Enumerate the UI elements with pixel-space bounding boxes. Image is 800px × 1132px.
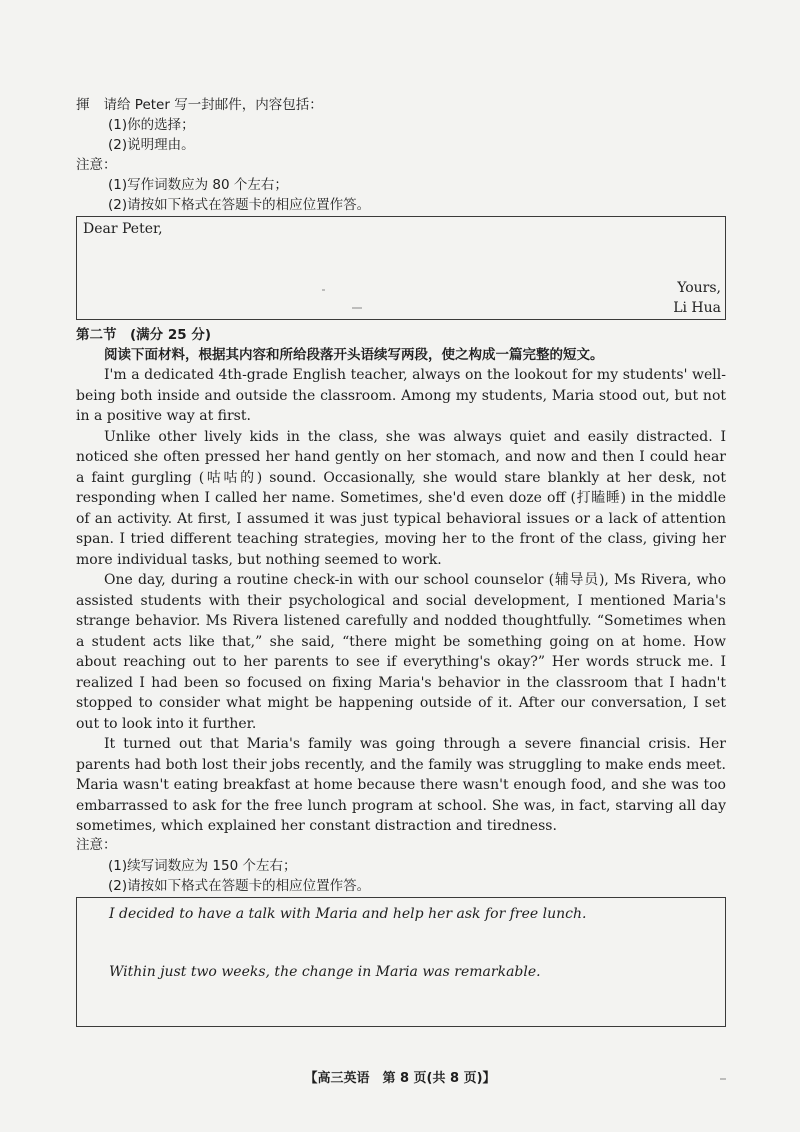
continuation-opening-2: Within just two weeks, the change in Maria was remarkable. (109, 964, 541, 980)
continuation-opening-1: I decided to have a talk with Maria and help her ask for free lunch. (109, 906, 587, 922)
scan-speck (322, 289, 325, 291)
section2-instruction: 阅读下面材料，根据其内容和所给段落开头语续写两段，使之构成一篇完整的短文。 (104, 347, 604, 363)
continuation-notes-label: 注意： (76, 837, 117, 853)
writing-item-2: (2)说明理由。 (108, 137, 195, 153)
page-footer: 【高三英语 第 8 页(共 8 页)】 (304, 1071, 496, 1086)
continuation-note-2: (2)请按如下格式在答题卡的相应位置作答。 (108, 878, 371, 894)
letter-closing: Yours, (677, 280, 721, 296)
scan-speck (352, 307, 362, 309)
writing-notes-label: 注意： (76, 157, 117, 173)
letter-answer-box (76, 216, 726, 320)
section2-title: 第二节 (满分 25 分) (76, 327, 212, 343)
passage-paragraph-4: It turned out that Maria's family was going through a severe financial crisis. Her parents had both lost their jobs recently, and the family was struggling to make ends meet. Maria wasn't eating breakfast at home because there wasn't enough food, and she was too embarrassed to ask for the free lunch program at school. She was, in fact, starving all day sometimes, which explained her constant distraction and tiredness. (76, 736, 726, 834)
letter-signature: Li Hua (673, 300, 721, 316)
letter-greeting: Dear Peter, (83, 221, 163, 237)
passage-paragraph-2: Unlike other lively kids in the class, she was always quiet and easily distracted. I noticed she often pressed her hand gently on her stomach, and now and then I could hear a faint gurgling (咕咕的) sound. Occasionally, she would stare blankly at her desk, not responding when I called her name. Sometimes, she'd even doze off (打瞌睡) in the middle of an activity. At first, I assumed it was just typical behavioral issues or a lack of attention span. I tried different teaching strategies, moving her to the front of the class, giving her more individual tasks, but nothing seemed to work. (76, 428, 726, 568)
writing-instruction-line (76, 96, 323, 114)
continuation-note-1: (1)续写词数应为 150 个左右； (108, 858, 297, 874)
writing-note-2: (2)请按如下格式在答题卡的相应位置作答。 (108, 197, 371, 213)
continuation-answer-box (76, 897, 726, 1027)
writing-item-1: (1)你的选择； (108, 117, 195, 133)
writing-note-1: (1)写作词数应为 80 个左右； (108, 177, 288, 193)
scan-speck (720, 1078, 726, 1080)
passage-paragraph-3: One day, during a routine check-in with our school counselor (辅导员), Ms Rivera, who assisted students with their psychological and social development, I mentioned Maria's strange behavior. Ms Rivera listened carefully and nodded thoughtfully. “Sometimes when a student acts like that,” she said, “there might be something going on at home. How about reaching out to her parents to see if everything's okay?” Her words struck me. I realized I had been so focused on fixing Maria's behavior in the classroom that I hadn't stopped to consider what might be happening outside of it. After our conversation, I set out to look into it further. (76, 572, 726, 732)
passage-paragraph-1: I'm a dedicated 4th-grade English teacher, always on the lookout for my students' well-being both inside and outside the classroom. Among my students, Maria stood out, but not in a positive way at first. (76, 367, 726, 424)
scan-mark: 揮 (76, 97, 90, 113)
reading-passage (76, 365, 726, 837)
writing-instruction: 请给 Peter 写一封邮件，内容包括： (103, 97, 323, 113)
